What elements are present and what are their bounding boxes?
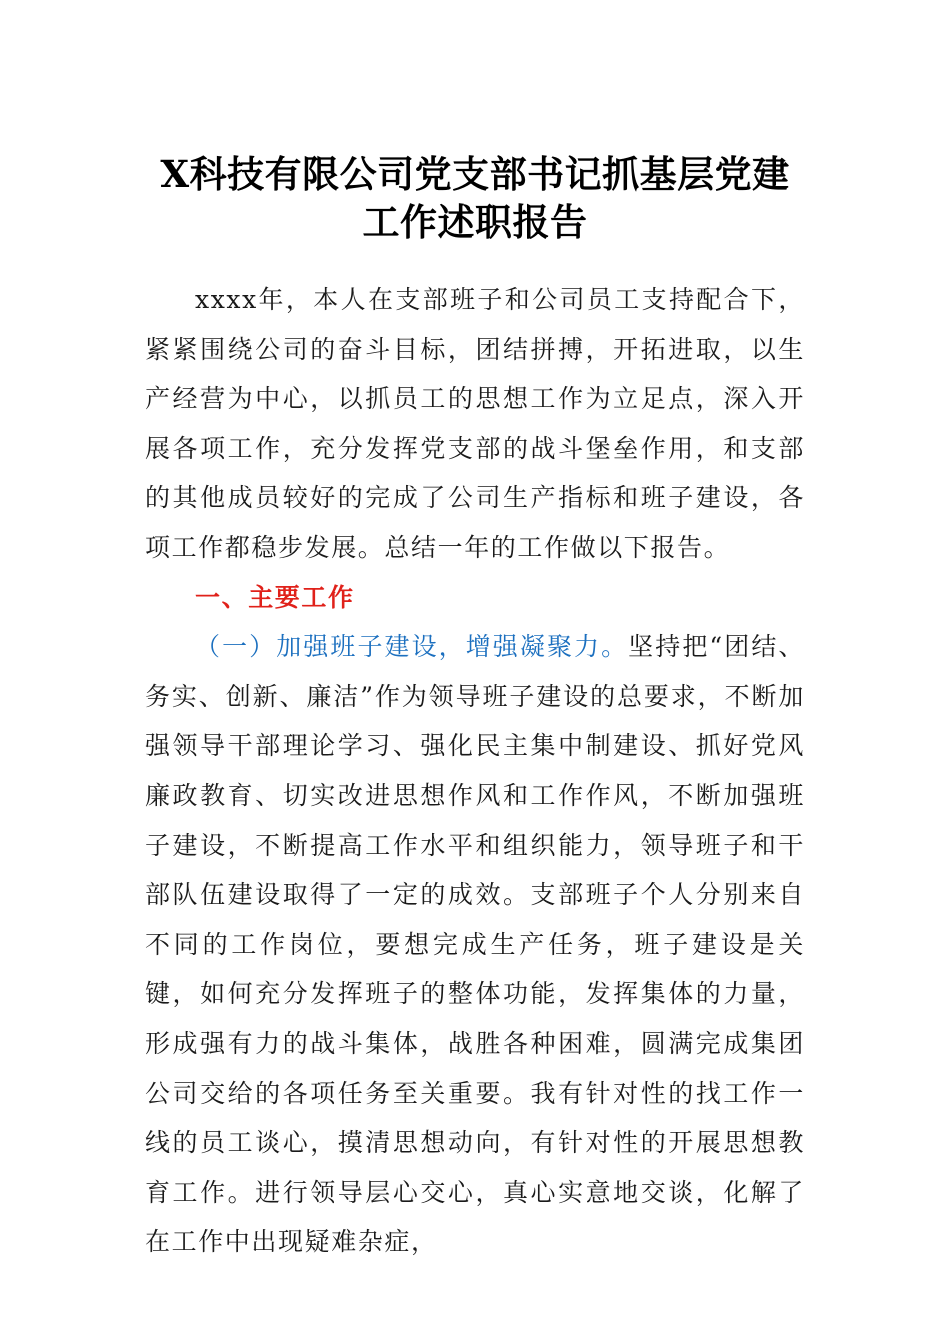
document-title: X科技有限公司党支部书记抓基层党建工作述职报告 xyxy=(160,152,790,244)
subsection-paragraph xyxy=(145,622,805,1267)
intro-paragraph: xxxx年，本人在支部班子和公司员工支持配合下，紧紧围绕公司的奋斗目标，团结拼搏，开拓进取，以生产经营为中心，以抓员工的思想工作为立足点，深入开展各项工作，充分发挥党支部的战斗堡垒作用，和支部的其他成员较好的完成了公司生产指标和班子建设，各项工作都稳步发展。总结一年的工作做以下报告。 xyxy=(145,285,805,562)
subsection-text: 坚持把“团结、务实、创新、廉洁”作为领导班子建设的总要求，不断加强领导干部理论学习、强化民主集中制建设、抓好党风廉政教育、切实改进思想作风和工作作风，不断加强班子建设，不断提高工作水平和组织能力，领导班子和干部队伍建设取得了一定的成效。支部班子个人分别来自不同的工作岗位，要想完成生产任务，班子建设是关键，如何充分发挥班子的整体功能，发挥集体的力量，形成强有力的战斗集体，战胜各种困难，圆满完成集团公司交给的各项任务至关重要。我有针对性的找工作一线的员工谈心，摸清思想动向，有针对性的开展思想教育工作。进行领导层心交心，真心实意地交谈，化解了在工作中出现疑难杂症， xyxy=(145,632,805,1257)
document-body xyxy=(145,275,805,1267)
subsection-heading: （一）加强班子建设，增强凝聚力。 xyxy=(195,632,629,662)
section-heading-main-work: 一、主要工作 xyxy=(195,582,355,612)
